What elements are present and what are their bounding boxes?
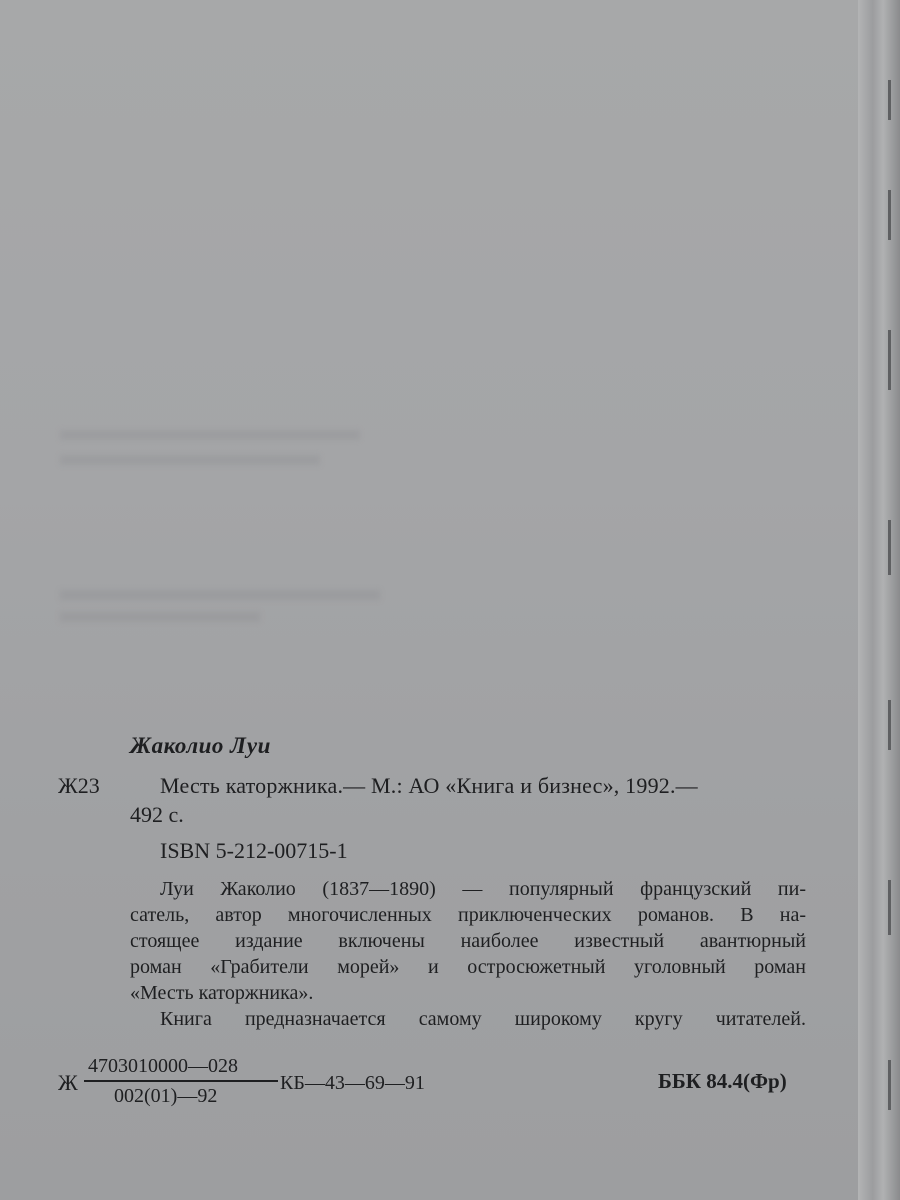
- title-imprint: Месть каторжника.— М.: АО «Книга и бизнес», 1992.—: [160, 773, 698, 798]
- bleed-through-text: [60, 612, 260, 622]
- annotation-line: роман «Грабители морей» и остросюжетный уголовный роман: [130, 956, 806, 978]
- bbk-code: ББК 84.4(Фр): [658, 1069, 787, 1093]
- bleed-through-text: [60, 430, 360, 440]
- annotation-line: «Месть каторжника».: [130, 982, 314, 1004]
- binding-stitch: [888, 700, 891, 750]
- binding-stitch: [888, 80, 891, 120]
- catalog-code: Ж23: [58, 773, 100, 798]
- annotation-line: стоящее издание включены наиболее известный авантюрный: [130, 930, 806, 952]
- binding-stitch: [888, 520, 891, 575]
- page-edge: [858, 0, 900, 1200]
- fraction-bar: [84, 1080, 278, 1082]
- index-numerator: 4703010000—028: [88, 1055, 238, 1077]
- annotation: [130, 876, 806, 1032]
- bleed-through-text: [60, 455, 320, 465]
- binding-stitch: [888, 1060, 891, 1110]
- kb-code: КБ—43—69—91: [280, 1072, 425, 1094]
- index-denominator: 002(01)—92: [114, 1085, 218, 1107]
- author-name: Жаколио Луи: [130, 733, 271, 758]
- index-prefix: Ж: [58, 1070, 78, 1095]
- isbn: ISBN 5-212-00715-1: [160, 838, 348, 863]
- binding-stitch: [888, 880, 891, 935]
- binding-stitch: [888, 190, 891, 240]
- annotation-line: Луи Жаколио (1837—1890) — популярный французский пи-: [160, 878, 806, 900]
- page-count: 492 с.: [130, 802, 184, 827]
- annotation-line: сатель, автор многочисленных приключенческих романов. В на-: [130, 904, 806, 926]
- binding-stitch: [888, 330, 891, 390]
- bleed-through-text: [60, 590, 380, 600]
- annotation-line: Книга предназначается самому широкому кругу читателей.: [160, 1008, 806, 1030]
